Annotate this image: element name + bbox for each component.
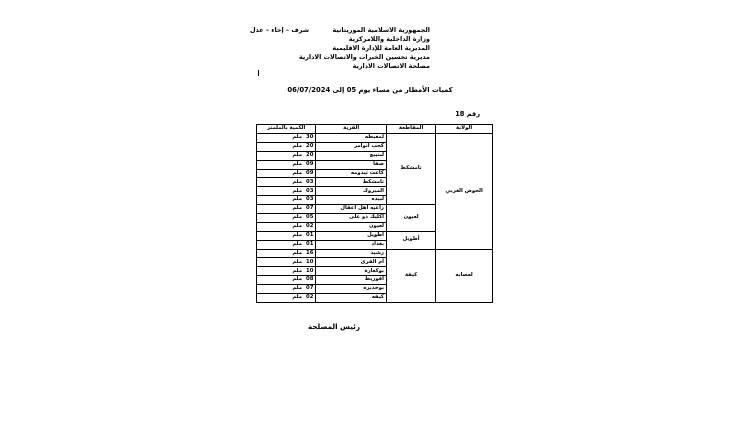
- quantity-value: 07: [306, 285, 314, 292]
- quantity-value: 02: [306, 223, 314, 230]
- quantity-unit: ملم: [292, 240, 303, 247]
- quantity-cell: [257, 267, 316, 276]
- quantity-value: 03: [306, 196, 314, 203]
- letterhead-line-ministry: وزارة الداخلية واللامركزية: [348, 35, 430, 43]
- quantity-cell: [257, 142, 316, 151]
- quantity-unit: ملم: [292, 223, 303, 230]
- village-cell: رشيد: [316, 249, 387, 258]
- quantity-unit: ملم: [292, 169, 303, 176]
- header-quantity: الكمية بالملمتر: [257, 125, 316, 134]
- letterhead-line-directorate: المديرية العامة للإدارة الاقليمية: [332, 44, 430, 52]
- quantity-unit: ملم: [292, 231, 303, 238]
- village-cell: أقوريط: [316, 276, 387, 285]
- quantity-unit: ملم: [292, 134, 303, 141]
- quantity-unit: ملم: [292, 249, 303, 256]
- document-number: رقم 18: [455, 110, 480, 118]
- quantity-value: 03: [306, 187, 314, 194]
- quantity-unit: ملم: [292, 187, 303, 194]
- quantity-cell: [257, 151, 316, 160]
- quantity-cell: [257, 294, 316, 303]
- quantity-value: 16: [306, 249, 314, 256]
- quantity-cell: [257, 222, 316, 231]
- village-cell: أم القرى: [316, 258, 387, 267]
- quantity-cell: [257, 160, 316, 169]
- header-department: المقاطعة: [386, 125, 435, 134]
- letterhead-line-republic: الجمهورية الاسلامية الموريتانية: [332, 26, 430, 34]
- quantity-value: 20: [306, 151, 314, 158]
- quantity-cell: [257, 285, 316, 294]
- quantity-unit: ملم: [292, 294, 303, 301]
- quantity-cell: [257, 134, 316, 143]
- quantity-cell: [257, 205, 316, 214]
- department-cell: تامشكط: [386, 134, 435, 205]
- quantity-unit: ملم: [292, 214, 303, 221]
- quantity-value: 05: [306, 214, 314, 221]
- village-cell: اكليك ذو على: [316, 214, 387, 223]
- village-cell: كحب أنوامر: [316, 142, 387, 151]
- signature-label: رئيس المصلحة: [308, 322, 360, 331]
- village-cell: بغداد: [316, 240, 387, 249]
- rainfall-table: [256, 124, 493, 303]
- quantity-unit: ملم: [292, 143, 303, 150]
- quantity-value: 09: [306, 160, 314, 167]
- quantity-cell: [257, 231, 316, 240]
- quantity-value: 01: [306, 231, 314, 238]
- quantity-value: 30: [306, 134, 314, 141]
- state-cell: لعصابه: [436, 249, 493, 302]
- village-cell: المبروك: [316, 187, 387, 196]
- letterhead-line-service: مصلحة الاتصالات الادارية: [352, 62, 430, 70]
- table-body: [257, 134, 493, 303]
- quantity-unit: ملم: [292, 151, 303, 158]
- quantity-value: 01: [306, 240, 314, 247]
- village-cell: لعيون: [316, 222, 387, 231]
- quantity-unit: ملم: [292, 205, 303, 212]
- quantity-cell: [257, 276, 316, 285]
- village-cell: تامشكط: [316, 178, 387, 187]
- quantity-value: 10: [306, 267, 314, 274]
- quantity-unit: ملم: [292, 160, 303, 167]
- margin-mark: [258, 70, 259, 76]
- state-cell: الحوض الغربي: [436, 134, 493, 250]
- quantity-value: 10: [306, 258, 314, 265]
- table-row: [257, 249, 493, 258]
- village-cell: كاعت تيدومه: [316, 169, 387, 178]
- department-cell: كيفة: [386, 249, 435, 302]
- village-cell: لبيده: [316, 196, 387, 205]
- quantity-cell: [257, 169, 316, 178]
- header-village: القرية: [316, 125, 387, 134]
- department-cell: أطويل: [386, 231, 435, 249]
- table-row: [257, 134, 493, 143]
- quantity-value: 02: [306, 294, 314, 301]
- document-title: كميات الأمطار من مساء يوم 05 إلى 06/07/2024: [287, 86, 453, 94]
- village-cell: لبنيبع: [316, 151, 387, 160]
- village-cell: بوكعارة: [316, 267, 387, 276]
- department-cell: لعيون: [386, 205, 435, 232]
- quantity-unit: ملم: [292, 196, 303, 203]
- quantity-cell: [257, 258, 316, 267]
- letterhead-line-subdirectorate: مديرية تحسين الخبرات والاتصالات الادارية: [298, 53, 430, 61]
- quantity-value: 08: [306, 276, 314, 283]
- quantity-value: 03: [306, 178, 314, 185]
- quantity-cell: [257, 214, 316, 223]
- village-cell: بوخديره: [316, 285, 387, 294]
- header-state: الولاية: [436, 125, 493, 134]
- quantity-unit: ملم: [292, 267, 303, 274]
- quantity-cell: [257, 240, 316, 249]
- quantity-unit: ملم: [292, 258, 303, 265]
- quantity-value: 09: [306, 169, 314, 176]
- quantity-value: 07: [306, 205, 314, 212]
- village-cell: أطويل: [316, 231, 387, 240]
- village-cell: صفا: [316, 160, 387, 169]
- quantity-value: 20: [306, 143, 314, 150]
- quantity-unit: ملم: [292, 178, 303, 185]
- quantity-cell: [257, 249, 316, 258]
- quantity-cell: [257, 196, 316, 205]
- village-cell: كيفه: [316, 294, 387, 303]
- quantity-unit: ملم: [292, 285, 303, 292]
- quantity-cell: [257, 187, 316, 196]
- quantity-unit: ملم: [292, 276, 303, 283]
- national-motto: شرف – إخاء – عدل: [250, 26, 310, 34]
- quantity-cell: [257, 178, 316, 187]
- table-header-row: [257, 125, 493, 134]
- village-cell: لمغيطه: [316, 134, 387, 143]
- village-cell: زاغيه اهل أعقال: [316, 205, 387, 214]
